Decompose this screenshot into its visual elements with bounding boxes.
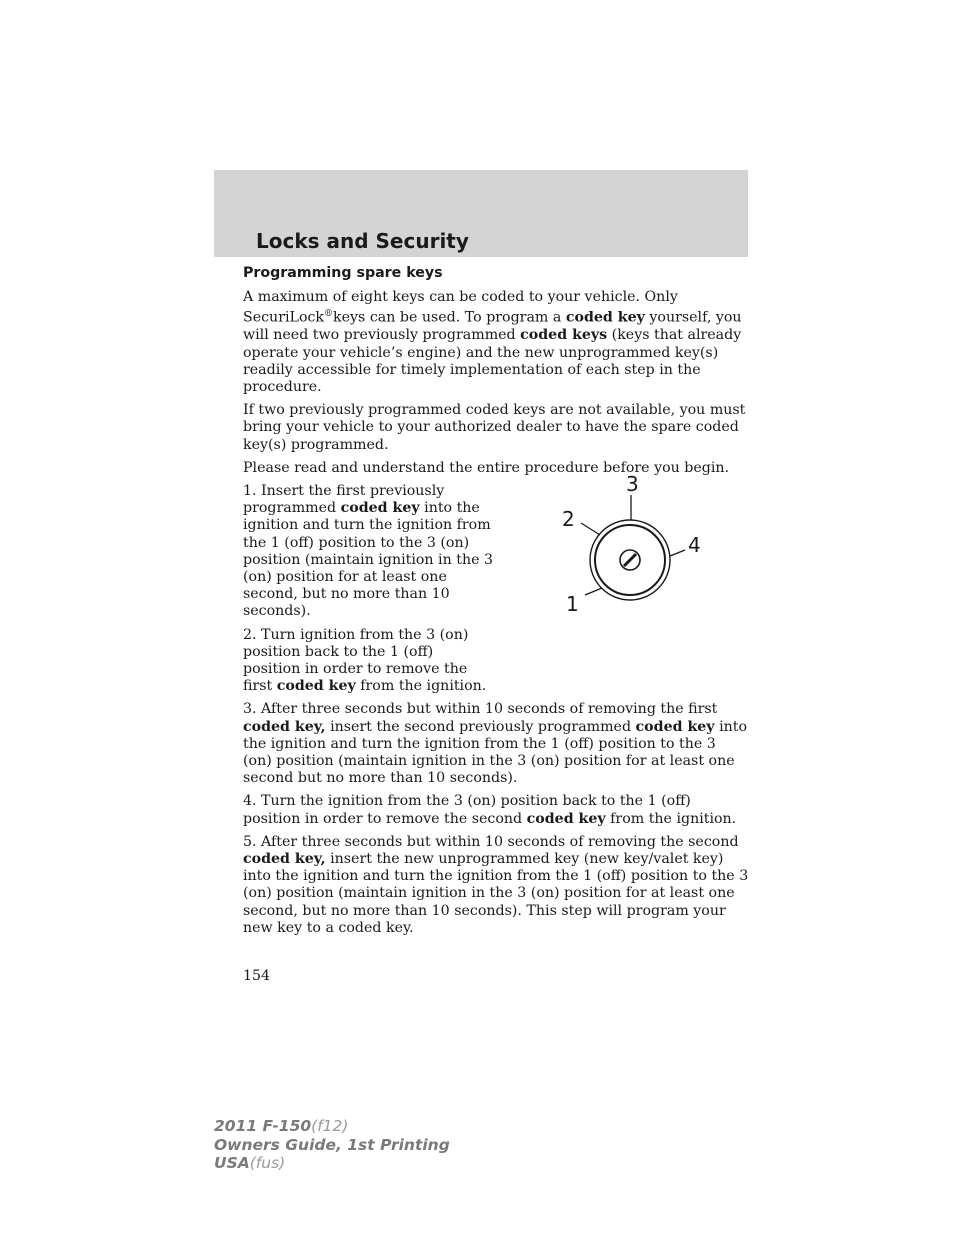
step-4: 4. Turn the ignition from the 3 (on) position back to the 1 (off) position in order to remove the second coded key from the ignition. — [243, 793, 737, 827]
section-heading: Programming spare keys — [243, 265, 443, 281]
step-3: 3. After three seconds but within 10 seconds of removing the first coded key, insert the second previously programmed coded key into the ignition and turn the ignition from the 1 (off) position to the 3 (on) position (maintain ignition in the 3 (on) position for at least one second but no more than 10 seconds). — [243, 701, 747, 787]
step-1: 1. Insert the first previously programmed coded key into the ignition and turn the ignition from the 1 (off) position to the 3 (on) position (maintain ignition in the 3 (on) position for at least one second, but no more than 10 seconds). — [243, 482, 494, 620]
position-label-3: 3 — [626, 472, 639, 496]
dealer-paragraph: If two previously programmed coded keys are not available, you must bring your vehicle to your authorized dealer to have the spare coded key(s) programmed. — [243, 402, 746, 453]
chapter-title: Locks and Security — [256, 229, 469, 253]
step-2: 2. Turn ignition from the 3 (on) position back to the 1 (off) position in order to remove the first coded key from the ignition. — [243, 626, 487, 695]
step-5: 5. After three seconds but within 10 seconds of removing the second coded key, insert the new unprogrammed key (new key/valet key) into the ignition and turn the ignition from the 1 (off) position to the 3 (on) position (maintain ignition in the 3 (on) position for at least one second, but no more than 10 seconds). This step will program your new key to a coded key. — [243, 833, 749, 936]
leader-line-2 — [581, 523, 600, 535]
chapter-header-band — [214, 170, 748, 257]
page-number: 154 — [243, 968, 271, 984]
position-label-4: 4 — [688, 533, 701, 557]
leader-line-1 — [585, 588, 602, 595]
intro-paragraph: A maximum of eight keys can be coded to your vehicle. Only SecuriLock®keys can be used. To program a coded key yourself, you will need two previously programmed coded keys (keys that already operate your vehicle’s engine) and the new unprogrammed key(s) readily accessible for timely implementation of each step in the procedure. — [243, 289, 742, 395]
leader-line-4 — [670, 550, 685, 556]
footer-model-line: 2011 F-150(f12) — [214, 1117, 349, 1135]
ignition-diagram — [520, 460, 725, 630]
document-footer — [214, 1117, 450, 1173]
footer-region-line: USA(fus) — [214, 1154, 286, 1172]
read-first-paragraph: Please read and understand the entire procedure before you begin. — [243, 459, 730, 476]
position-label-1: 1 — [566, 592, 579, 616]
position-label-2: 2 — [562, 507, 575, 531]
footer-guide-line: Owners Guide, 1st Printing — [214, 1135, 450, 1154]
